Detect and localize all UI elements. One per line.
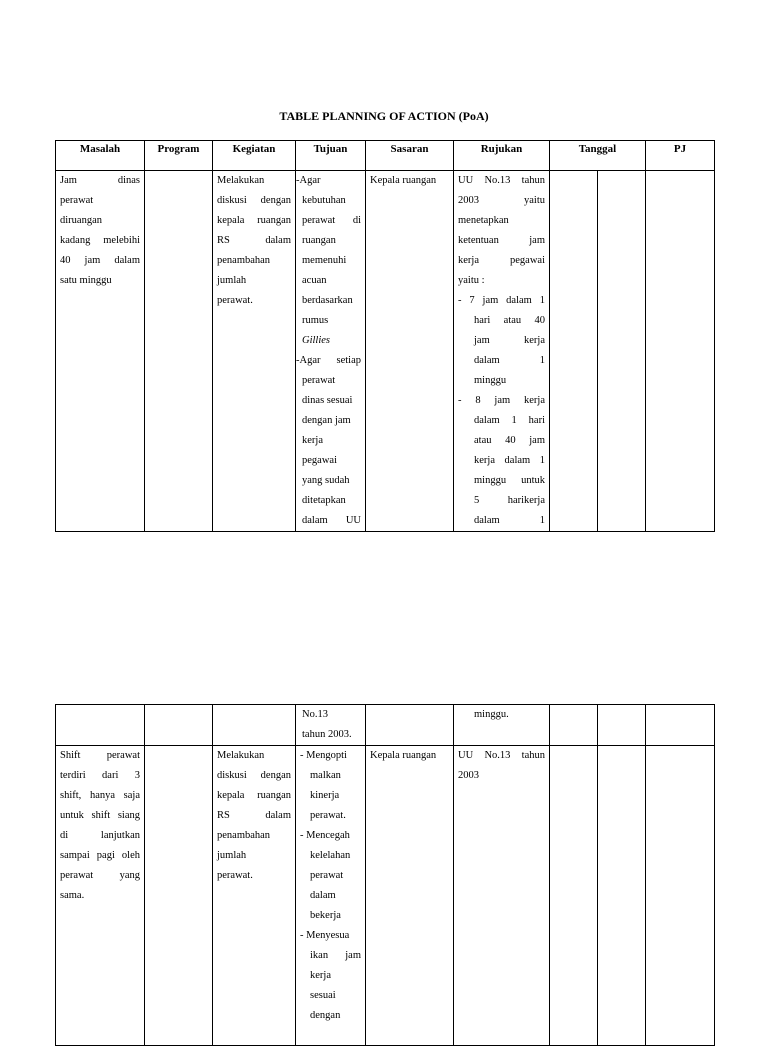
cell-pj	[646, 705, 715, 746]
text-line: jumlah	[217, 850, 247, 861]
text-line: jumlah	[217, 275, 247, 286]
text-line: kepala ruangan	[217, 790, 291, 801]
text-line: dalam 1	[474, 355, 545, 366]
text-line: yaitu :	[458, 275, 485, 286]
text-line: perawat	[302, 375, 336, 386]
text-line: kerja	[302, 435, 323, 446]
text-line: - 8 jam kerja	[458, 395, 545, 406]
header-row	[56, 141, 715, 171]
text-line: bekerja	[310, 910, 341, 921]
header-rujukan: Rujukan	[454, 141, 550, 171]
text-line: atau 40 jam	[474, 435, 545, 446]
cell-tanggal-2	[598, 705, 646, 746]
poa-table-page1	[55, 140, 715, 532]
text-line: hari atau 40	[474, 315, 545, 326]
text-line: berdasarkan	[302, 295, 353, 306]
text-line: sama.	[60, 890, 85, 901]
cell-pj	[646, 171, 715, 532]
cell-masalah	[56, 746, 145, 1046]
text-line: perawat	[60, 195, 94, 206]
text-line: perawat di	[302, 215, 361, 226]
text-line: 40 jam dalam	[60, 255, 140, 266]
cell-tujuan	[296, 705, 366, 746]
header-program: Program	[145, 141, 213, 171]
text-line: kerja dalam 1	[474, 455, 545, 466]
cell-kegiatan	[213, 171, 296, 532]
cell-kegiatan	[213, 705, 296, 746]
text-line: kebutuhan	[302, 195, 346, 206]
text-line: kelelahan	[310, 850, 351, 861]
cell-kegiatan	[213, 746, 296, 1046]
text-line: RS dalam	[217, 235, 291, 246]
text-line: kinerja	[310, 790, 340, 801]
text-line: kerja pegawai	[458, 255, 545, 266]
text-line: kerja	[310, 970, 331, 981]
text-line: Jam dinas	[60, 175, 140, 186]
text-line: - 7 jam dalam 1	[458, 295, 545, 306]
text-line: rumus	[302, 315, 329, 326]
header-sasaran: Sasaran	[366, 141, 454, 171]
text-line: -Agar	[296, 175, 321, 186]
text-line: - Menyesua	[300, 930, 350, 941]
text-line: menetapkan	[458, 215, 509, 226]
text-line: ikan jam	[310, 950, 361, 961]
cell-program	[145, 171, 213, 532]
text-line: minggu.	[474, 709, 509, 720]
text-line: pegawai	[302, 455, 337, 466]
text-line: Kepala ruangan	[370, 175, 437, 186]
text-line: perawat	[310, 870, 344, 881]
header-tanggal: Tanggal	[550, 141, 646, 171]
text-line: - Mengopti	[300, 750, 347, 761]
text-line: perawat yang	[60, 870, 140, 881]
text-line: terdiri dari 3	[60, 770, 140, 781]
text-line: UU No.13 tahun	[458, 175, 545, 186]
text-line: perawat.	[310, 810, 346, 821]
text-line: 2003 yaitu	[458, 195, 545, 206]
text-line: minggu untuk	[474, 475, 545, 486]
text-line: diskusi dengan	[217, 770, 291, 781]
cell-masalah	[56, 705, 145, 746]
text-line: shift, hanya saja	[60, 790, 140, 801]
text-line: diruangan	[60, 215, 102, 226]
text-line: perawat.	[217, 870, 253, 881]
text-line: dalam UU	[302, 515, 361, 526]
text-line: dalam 1 hari	[474, 415, 545, 426]
text-line: dalam	[310, 890, 336, 901]
text-line: ditetapkan	[302, 495, 346, 506]
text-line: dalam 1	[474, 515, 545, 526]
text-line: sampai pagi oleh	[60, 850, 140, 861]
text-line: tahun 2003.	[302, 729, 352, 740]
text-line: Melakukan	[217, 175, 265, 186]
cell-tanggal-1	[550, 705, 598, 746]
text-line: RS dalam	[217, 810, 291, 821]
header-masalah: Masalah	[56, 141, 145, 171]
text-line: 5 harikerja	[474, 495, 545, 506]
text-line: Shift perawat	[60, 750, 140, 761]
header-kegiatan: Kegiatan	[213, 141, 296, 171]
text-line: penambahan	[217, 830, 271, 841]
cell-rujukan	[454, 746, 550, 1046]
text-line: minggu	[474, 375, 507, 386]
cell-tanggal-1	[550, 746, 598, 1046]
cell-program	[145, 705, 213, 746]
cell-tanggal-2	[598, 746, 646, 1046]
text-line: ketentuan jam	[458, 235, 545, 246]
text-line: UU No.13 tahun	[458, 750, 545, 761]
text-line: untuk shift siang	[60, 810, 140, 821]
text-line: ruangan	[302, 235, 336, 246]
table-row	[56, 746, 715, 1046]
cell-rujukan	[454, 171, 550, 532]
text-line: memenuhi	[302, 255, 347, 266]
text-line: kadang melebihi	[60, 235, 140, 246]
cell-pj	[646, 746, 715, 1046]
text-line-italic: Gillies	[302, 335, 330, 346]
cell-program	[145, 746, 213, 1046]
text-line: - Mencegah	[300, 830, 350, 841]
table-row-continued	[56, 705, 715, 746]
text-line: dengan jam	[302, 415, 351, 426]
text-line: 2003	[458, 770, 479, 781]
text-line: jam kerja	[474, 335, 545, 346]
cell-masalah	[56, 171, 145, 532]
text-line: -Agar setiap	[296, 355, 361, 366]
text-line: Melakukan	[217, 750, 265, 761]
header-pj: PJ	[646, 141, 715, 171]
text-line: dengan	[310, 1010, 341, 1021]
table-row	[56, 171, 715, 532]
cell-tanggal-1	[550, 171, 598, 532]
header-tujuan: Tujuan	[296, 141, 366, 171]
text-line: diskusi dengan	[217, 195, 291, 206]
cell-sasaran	[366, 171, 454, 532]
text-line: penambahan	[217, 255, 271, 266]
text-line: acuan	[302, 275, 327, 286]
cell-tanggal-2	[598, 171, 646, 532]
cell-rujukan	[454, 705, 550, 746]
poa-table-page2	[55, 704, 715, 1046]
text-line: malkan	[310, 770, 341, 781]
cell-sasaran	[366, 705, 454, 746]
cell-tujuan	[296, 746, 366, 1046]
text-line: di lanjutkan	[60, 830, 140, 841]
text-line: Kepala ruangan	[370, 750, 437, 761]
text-line: yang sudah	[302, 475, 350, 486]
text-line: sesuai	[310, 990, 336, 1001]
page-title: TABLE PLANNING OF ACTION (PoA)	[279, 109, 489, 123]
cell-tujuan	[296, 171, 366, 532]
text-line: satu minggu	[60, 275, 112, 286]
text-line: No.13	[302, 709, 328, 720]
text-line: perawat.	[217, 295, 253, 306]
text-line: kepala ruangan	[217, 215, 291, 226]
text-line: dinas sesuai	[302, 395, 353, 406]
cell-sasaran	[366, 746, 454, 1046]
